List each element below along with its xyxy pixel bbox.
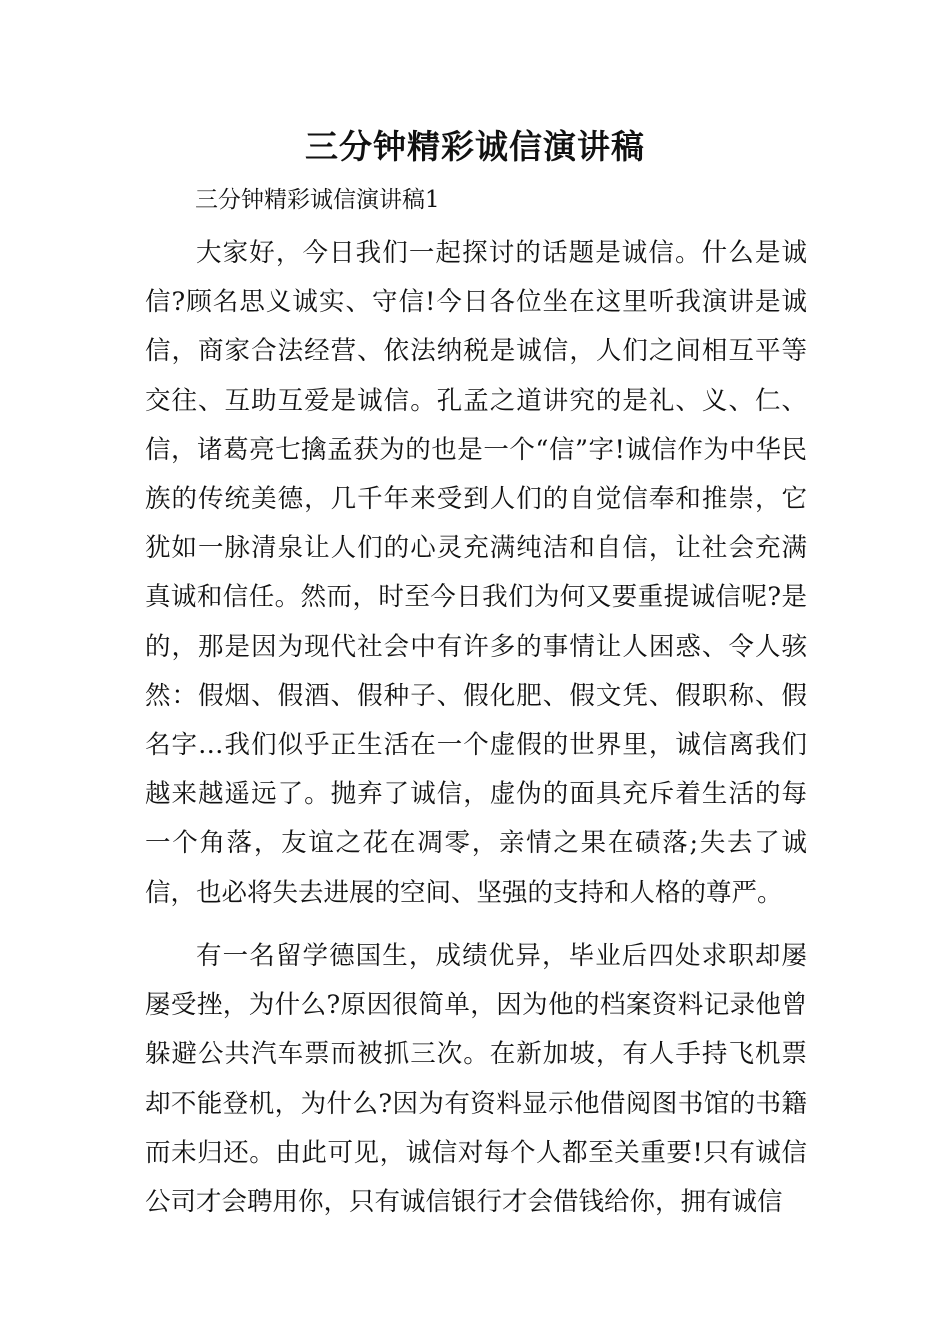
section-heading: 三分钟精彩诚信演讲稿1 <box>195 187 440 213</box>
body-paragraph-1 <box>145 229 807 918</box>
body-paragraph-2 <box>145 932 807 1227</box>
document-title: 三分钟精彩诚信演讲稿 <box>305 127 645 166</box>
paragraph-text: 大家好，今日我们一起探讨的话题是诚信。什么是诚信?顾名思义诚实、守信!今日各位坐在这里听我演讲是诚信，商家合法经营、依法纳税是诚信，人们之间相互平等交往、互助互爱是诚信。孔孟之道讲究的是礼、义、仁、信，诸葛亮七擒孟获为的也是一个“信”字!诚信作为中华民族的传统美德，几千年来受到人们的自觉信奉和推崇，它犹如一脉清泉让人们的心灵充满纯洁和自信，让社会充满真诚和信任。然而，时至今日我们为何又要重提诚信呢?是的，那是因为现代社会中有许多的事情让人困惑、令人骇然：假烟、假酒、假种子、假化肥、假文凭、假职称、假名字…我们似乎正生活在一个虚假的世界里，诚信离我们越来越遥远了。抛弃了诚信，虚伪的面具充斥着生活的每一个角落，友谊之花在凋零，亲情之果在碛落;失去了诚信，也必将失去进展的空间、坚强的支持和人格的尊严。 <box>145 238 807 908</box>
paragraph-text: 有一名留学德国生，成绩优异，毕业后四处求职却屡屡受挫，为什么?原因很简单，因为他的档案资料记录他曾躲避公共汽车票而被抓三次。在新加坡，有人手持飞机票却不能登机，为什么?因为有资料显示他借阅图书馆的书籍而未归还。由此可见，诚信对每个人都至关重要!只有诚信公司才会聘用你，只有诚信银行才会借钱给你，拥有诚信 <box>145 941 807 1218</box>
